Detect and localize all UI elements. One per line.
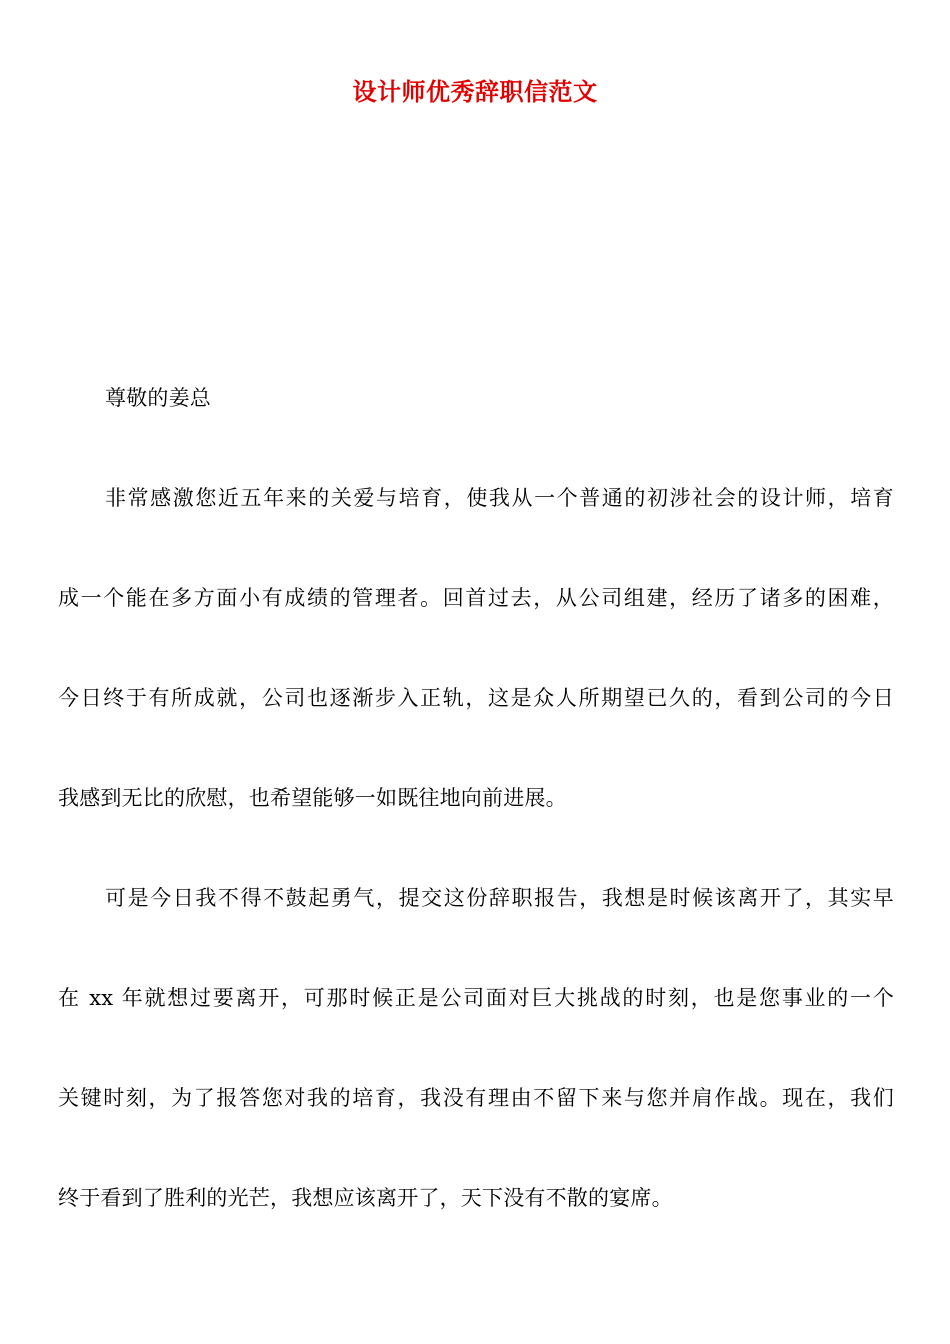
paragraph-1-line-2: 成一个能在多方面小有成绩的管理者。回首过去，从公司组建，经历了诸多的困难， <box>58 586 894 610</box>
letter-body <box>58 348 894 1248</box>
paragraph-2-line-4: 终于看到了胜利的光芒，我想应该离开了，天下没有不散的宴席。 <box>58 1186 673 1210</box>
salutation: 尊敬的姜总 <box>105 386 211 410</box>
document-title: 设计师优秀辞职信范文 <box>352 78 598 106</box>
paragraph-2-line-3: 关键时刻，为了报答您对我的培育，我没有理由不留下来与您并肩作战。现在，我们 <box>58 1086 894 1110</box>
paragraph-2-line-1: 可是今日我不得不鼓起勇气，提交这份辞职报告，我想是时候该离开了，其实早 <box>105 886 894 910</box>
paragraph-1-line-1: 非常感激您近五年来的关爱与培育，使我从一个普通的初涉社会的设计师，培育 <box>105 486 894 510</box>
paragraph-1-line-4: 我感到无比的欣慰，也希望能够一如既往地向前进展。 <box>58 786 567 810</box>
paragraph-1-line-3: 今日终于有所成就，公司也逐渐步入正轨，这是众人所期望已久的，看到公司的今日 <box>58 686 894 710</box>
paragraph-2-line-2: 在 xx 年就想过要离开，可那时候正是公司面对巨大挑战的时刻，也是您事业的一个 <box>58 986 894 1010</box>
